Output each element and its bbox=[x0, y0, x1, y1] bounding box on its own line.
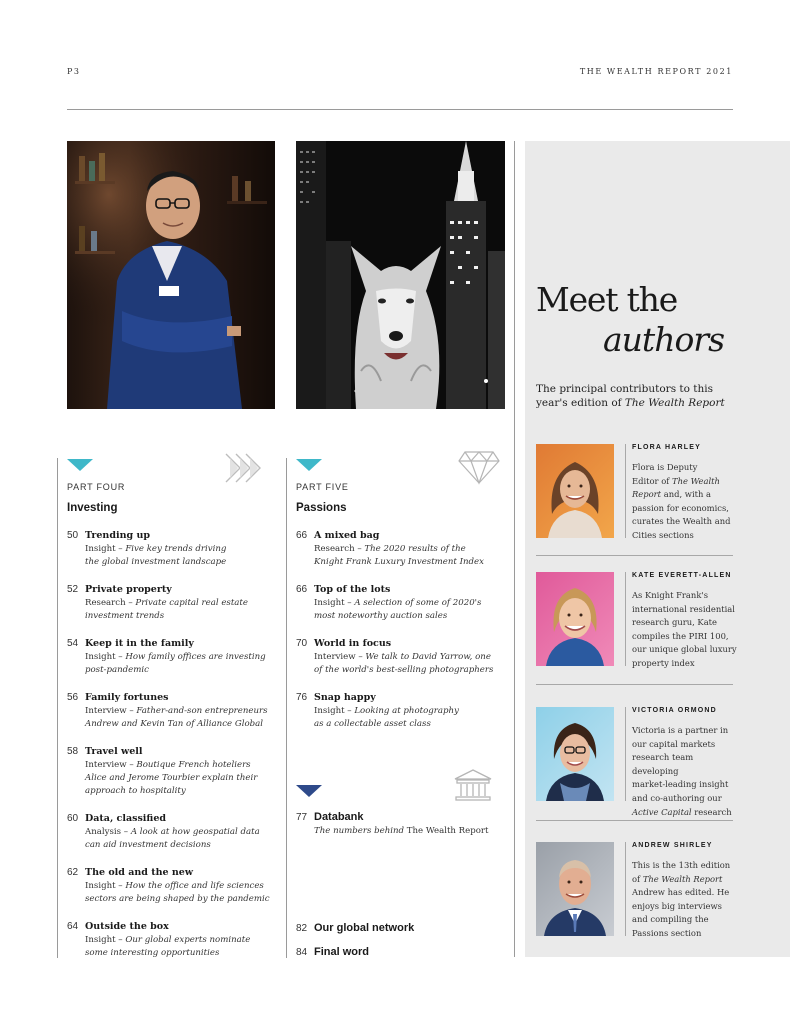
entry-desc: A selection of some of 2020's bbox=[354, 598, 482, 608]
entry-desc: post-pandemic bbox=[85, 665, 149, 675]
authors-heading-line1: Meet the bbox=[536, 280, 678, 319]
bio-line: As Knight Frank's bbox=[632, 590, 708, 600]
entry-desc: The 2020 results of the bbox=[364, 544, 466, 554]
entry-type: Insight bbox=[85, 881, 116, 891]
bio-line: our capital markets bbox=[632, 738, 716, 749]
author-bio bbox=[632, 859, 740, 941]
author-bio bbox=[632, 461, 740, 543]
entry-type: Analysis bbox=[85, 827, 122, 837]
bio-line: curates the Wealth and bbox=[632, 516, 731, 527]
bio-line: Passions section bbox=[632, 927, 702, 938]
entry-title: Travel well bbox=[85, 746, 143, 757]
entry-page: 66 bbox=[296, 530, 308, 541]
chevrons-icon bbox=[222, 448, 268, 488]
entry-page: 84 bbox=[296, 947, 308, 958]
entry-title: Data, classified bbox=[85, 813, 167, 824]
part-five-title: Passions bbox=[296, 502, 347, 514]
entry-desc: approach to hospitality bbox=[85, 786, 186, 796]
bank-icon bbox=[452, 768, 494, 804]
entry-desc: of the world's best-selling photographers bbox=[314, 665, 494, 675]
lede-publication: The Wealth Report bbox=[624, 397, 725, 409]
part-four-title: Investing bbox=[67, 502, 118, 514]
entry-type: Research bbox=[314, 544, 355, 554]
bio-line: research guru, Kate bbox=[632, 617, 718, 628]
entry-desc: Father-and-son entrepreneurs bbox=[136, 706, 268, 716]
entry-type: Insight bbox=[314, 706, 345, 716]
databank-marker-icon bbox=[296, 785, 322, 797]
bio-line: market-leading insight bbox=[632, 779, 729, 790]
author-separator bbox=[536, 820, 733, 821]
entry-title: Family fortunes bbox=[85, 692, 169, 703]
entry-desc: Looking at photography bbox=[354, 706, 459, 716]
entry-page: 62 bbox=[67, 867, 79, 878]
bio-line: passion for economics, bbox=[632, 502, 729, 513]
entry-desc: most noteworthy auction sales bbox=[314, 611, 448, 621]
lede-line2: year's edition of bbox=[536, 397, 622, 409]
bio-line: our unique global luxury bbox=[632, 644, 737, 655]
bio-line: Active Capital research bbox=[632, 806, 732, 817]
author-separator bbox=[536, 555, 733, 556]
entry-title: A mixed bag bbox=[314, 530, 380, 541]
portrait-photo bbox=[67, 141, 275, 409]
bio-line: international residential bbox=[632, 603, 735, 614]
entry-title: Snap happy bbox=[314, 692, 376, 703]
entry-type: Interview bbox=[85, 760, 127, 770]
bio-line: of The Wealth Report bbox=[632, 873, 723, 884]
entry-page: 77 bbox=[296, 812, 308, 823]
wolf-city-photo bbox=[296, 141, 505, 409]
author-name: VICTORIA ORMOND bbox=[632, 707, 717, 714]
entry-desc: Alice and Jerome Tourbier explain their bbox=[85, 773, 258, 783]
entry-page: 54 bbox=[67, 638, 79, 649]
entry-title: Private property bbox=[85, 584, 172, 595]
bio-line: research team developing bbox=[632, 752, 694, 776]
bio-line: Editor of The Wealth bbox=[632, 475, 720, 486]
author-name: ANDREW SHIRLEY bbox=[632, 842, 713, 849]
entry-type: Interview bbox=[85, 706, 127, 716]
author-name: FLORA HARLEY bbox=[632, 444, 701, 451]
entry-page: 58 bbox=[67, 746, 79, 757]
entry-title: The old and the new bbox=[85, 867, 194, 878]
entry-page: 52 bbox=[67, 584, 79, 595]
author-divider bbox=[625, 842, 626, 936]
entry-desc: Knight Frank Luxury Investment Index bbox=[314, 557, 484, 567]
entry-desc: the global investment landscape bbox=[85, 557, 227, 567]
bio-line: Victoria is a partner in bbox=[632, 725, 729, 735]
entry-page: 60 bbox=[67, 813, 79, 824]
entry-desc: How the office and life sciences bbox=[125, 881, 264, 891]
bio-line: Flora is Deputy bbox=[632, 462, 698, 472]
authors-lede bbox=[536, 382, 726, 410]
bio-line: This is the 13th edition bbox=[632, 860, 731, 870]
entry-desc: The numbers behind bbox=[314, 826, 405, 836]
entry-page: 70 bbox=[296, 638, 308, 649]
entry-page: 76 bbox=[296, 692, 308, 703]
publication-title: THE WEALTH REPORT 2021 bbox=[579, 67, 733, 76]
author-name: KATE EVERETT-ALLEN bbox=[632, 572, 732, 579]
bio-line: compiles the PIRI 100, bbox=[632, 630, 729, 641]
entry-desc: investment trends bbox=[85, 611, 165, 621]
entry-desc-publication: The Wealth Report bbox=[406, 826, 489, 836]
entry-desc: sectors are being shaped by the pandemic bbox=[85, 894, 270, 904]
author-photo-andrew bbox=[536, 842, 614, 936]
bio-line: Report and, with a bbox=[632, 489, 712, 500]
entry-desc: Private capital real estate bbox=[135, 598, 248, 608]
entry-title: Keep it in the family bbox=[85, 638, 194, 649]
entry-type: Insight bbox=[85, 935, 116, 945]
entry-title: Final word bbox=[314, 946, 369, 958]
author-photo-flora bbox=[536, 444, 614, 538]
entry-title: Our global network bbox=[314, 922, 415, 934]
part-five-label: PART FIVE bbox=[296, 482, 349, 492]
entry-desc: Our global experts nominate bbox=[125, 935, 251, 945]
bio-line: and co-authoring our bbox=[632, 792, 722, 803]
author-divider bbox=[625, 707, 626, 801]
entry-type: Insight bbox=[314, 598, 345, 608]
entry-desc: How family offices are investing bbox=[125, 652, 266, 662]
author-divider bbox=[625, 572, 626, 666]
part-four-label: PART FOUR bbox=[67, 482, 126, 492]
authors-panel bbox=[525, 141, 790, 957]
lede-line1: The principal contributors to this bbox=[536, 383, 714, 395]
entry-title: Outside the box bbox=[85, 921, 169, 932]
bio-line: Andrew has edited. He bbox=[632, 887, 730, 898]
entry-page: 64 bbox=[67, 921, 79, 932]
entry-type: Research bbox=[85, 598, 126, 608]
entry-desc: We talk to David Yarrow, one bbox=[365, 652, 491, 662]
entry-page: 66 bbox=[296, 584, 308, 595]
entry-type: Insight bbox=[85, 544, 116, 554]
bio-line: and compiling the bbox=[632, 914, 709, 925]
author-photo-kate bbox=[536, 572, 614, 666]
author-photo-victoria bbox=[536, 707, 614, 801]
entry-type: Insight bbox=[85, 652, 116, 662]
entry-page: 50 bbox=[67, 530, 79, 541]
author-bio bbox=[632, 724, 740, 819]
author-bio bbox=[632, 589, 740, 671]
entry-desc: Andrew and Kevin Tan of Alliance Global bbox=[85, 719, 264, 729]
entry-desc: A look at how geospatial data bbox=[130, 827, 260, 837]
bio-line: Cities sections bbox=[632, 529, 694, 540]
part-four-marker-icon bbox=[67, 459, 93, 471]
diamond-icon bbox=[457, 448, 501, 486]
entry-title: Top of the lots bbox=[314, 584, 391, 595]
part-four-column-rule bbox=[57, 458, 58, 958]
entry-page: 56 bbox=[67, 692, 79, 703]
entry-desc: as a collectable asset class bbox=[314, 719, 431, 729]
entry-type: Interview bbox=[314, 652, 356, 662]
page-number: P3 bbox=[67, 67, 81, 76]
bio-line: property index bbox=[632, 657, 695, 668]
entry-desc: Five key trends driving bbox=[125, 544, 227, 554]
entry-desc: Boutique French hoteliers bbox=[136, 760, 251, 770]
entry-page: 82 bbox=[296, 923, 308, 934]
entry-desc: can aid investment decisions bbox=[85, 840, 211, 850]
bio-line: enjoys big interviews bbox=[632, 900, 722, 911]
entry-desc: some interesting opportunities bbox=[85, 948, 220, 958]
header-rule bbox=[67, 109, 733, 110]
entry-title: Databank bbox=[314, 811, 364, 823]
author-separator bbox=[536, 684, 733, 685]
part-five-marker-icon bbox=[296, 459, 322, 471]
entry-title: World in focus bbox=[314, 638, 392, 649]
entry-title: Trending up bbox=[85, 530, 150, 541]
authors-heading-line2: authors bbox=[603, 320, 725, 359]
author-divider bbox=[625, 444, 626, 538]
